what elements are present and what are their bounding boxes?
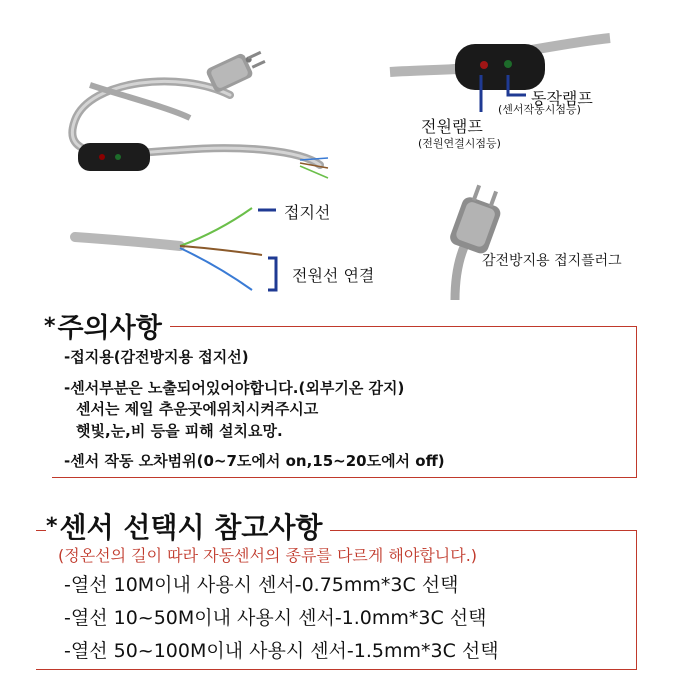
caution-title-text: 주의사항 bbox=[57, 313, 162, 344]
caution-item: -센서부분은 노출되어있어야합니다.(외부기온 감지) bbox=[64, 379, 405, 397]
power-lamp-label: 전원램프 bbox=[421, 117, 483, 136]
caution-item: -센서 작동 오차범위(0~7도에서 on,15~20도에서 off) bbox=[64, 452, 445, 470]
sensor-ref-item: -열선 10~50M이내 사용시 센서-1.0mm*3C 선택 bbox=[64, 607, 487, 629]
run-lamp-label: 동작램프 bbox=[531, 89, 593, 108]
ground-plug-label: 감전방지용 접지플러그 bbox=[482, 253, 622, 269]
product-photos bbox=[0, 0, 696, 310]
ground-plug-image bbox=[448, 182, 507, 300]
sensor-ref-title bbox=[46, 506, 330, 546]
caution-item: 햇빛,눈,비 등을 피해 설치요망. bbox=[76, 422, 283, 440]
run-lamp-sub-label: (센서작동시점등) bbox=[498, 103, 581, 116]
cable-assembly-image bbox=[72, 45, 328, 178]
caution-item: 센서는 제일 추운곳에위치시켜주시고 bbox=[76, 400, 319, 418]
power-wire-label: 전원선 연결 bbox=[292, 266, 375, 285]
sensor-ref-title-text: 센서 선택시 참고사항 bbox=[59, 511, 323, 544]
sensor-ref-item: -열선 50~100M이내 사용시 센서-1.5mm*3C 선택 bbox=[64, 640, 499, 662]
caution-item: -접지용(감전방지용 접지선) bbox=[64, 348, 249, 366]
sensor-ref-star: * bbox=[46, 514, 58, 539]
power-lamp-sub-label: (전원연결시점등) bbox=[418, 137, 501, 150]
wire-ends-image bbox=[75, 208, 276, 290]
ground-wire-label: 접지선 bbox=[284, 203, 331, 222]
caution-star: * bbox=[44, 314, 56, 339]
sensor-ref-item: -열선 10M이내 사용시 센서-0.75mm*3C 선택 bbox=[64, 574, 459, 596]
caution-title bbox=[44, 306, 170, 345]
sensor-ref-note: (정온선의 길이 따라 자동센서의 종류를 다르게 해야합니다.) bbox=[58, 546, 478, 565]
